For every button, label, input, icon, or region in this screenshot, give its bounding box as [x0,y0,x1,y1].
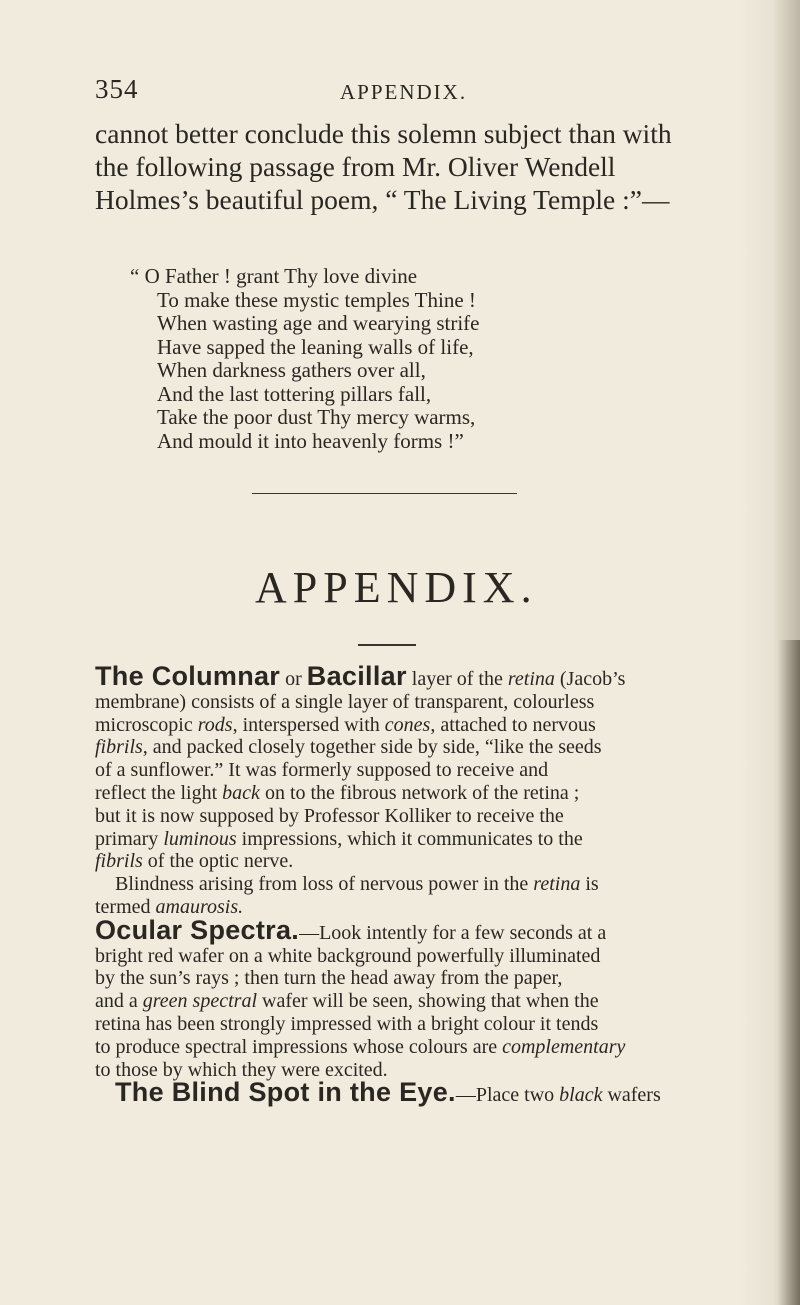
intro-line: Holmes’s beautiful poem, “ The Living Temple :”— [95,184,670,215]
ocular-line [95,914,745,945]
poem-line: And the last tottering pillars fall, [157,381,432,406]
text: —Place two [455,1084,555,1107]
italic-term: green spectral [142,990,257,1013]
page-number: 354 [95,74,139,104]
text: Blindness arising from loss of nervous power in the [115,873,529,896]
text: is [585,873,599,896]
body-line [95,1036,745,1059]
section-divider [252,493,517,494]
text-or: or [285,668,302,690]
italic-term: luminous [163,827,237,850]
intro-line: the following passage from Mr. Oliver Wendell [95,151,616,182]
italic-term: cones [384,713,431,736]
section-title: APPENDIX. [255,563,538,612]
text: , interspersed with [232,713,380,736]
text: wafer will be seen, showing that when the [262,990,599,1013]
text: wafers [607,1084,661,1107]
body-line: membrane) consists of a single layer of transparent, colourless [95,690,595,713]
poem-line: Have sapped the leaning walls of life, [157,334,474,359]
body-line: retina has been strongly impressed with a bright colour it tends [95,1012,599,1035]
intro-line: cannot better conclude this solemn subject than with [95,118,672,149]
text: primary [95,827,159,850]
body-line [95,714,745,737]
columnar-line [95,661,745,691]
body-line: by the sun’s rays ; then turn the head away from the paper, [95,967,563,990]
text: (Jacob’s [559,668,626,690]
text: impressions, which it communicates to the [241,827,583,850]
italic-term: back [222,781,260,804]
subheading-ocular-spectra: Ocular Spectra. [95,914,300,945]
body-line: of a sunflower.” It was formerly supposed to receive and [95,759,549,782]
body-line [95,828,745,851]
text: layer of the [411,668,503,690]
subheading-blind-spot: The Blind Spot in the Eye. [115,1077,456,1108]
poem-line: “ O Father ! grant Thy love divine [130,264,418,288]
subheading-columnar: The Columnar [95,661,281,691]
body-line [95,736,745,759]
poem-line: To make these mystic temples Thine ! [157,287,476,312]
body-line: bright red wafer on a white background powerfully illuminated [95,944,601,967]
intro-paragraph [95,117,735,216]
body-line: but it is now supposed by Professor Kolliker to receive the [95,804,564,827]
body-line [95,782,745,805]
title-underline [358,644,416,646]
poem-line: And mould it into heavenly forms !” [157,428,464,453]
italic-term: retina [533,873,581,896]
italic-term: black [559,1084,603,1107]
text: reflect the light [95,781,218,804]
italic-term: complementary [502,1035,626,1058]
text: , and packed closely together side by side, “like the seeds [142,736,602,759]
body-line [95,850,745,873]
text: of the optic nerve. [147,850,294,873]
italic-term: rods [197,713,233,736]
poem-line: When darkness gathers over all, [157,358,426,382]
text: microscopic [95,713,193,736]
body-line [95,990,745,1013]
text: , attached to nervous [430,713,596,736]
italic-term: fibrils [95,736,143,759]
text: —Look intently for a few seconds at a [299,921,607,944]
poem-quotation [130,265,730,453]
appendix-body [95,661,745,1108]
text: and a [95,990,138,1013]
running-head: APPENDIX. [340,80,468,104]
body-line [95,873,745,896]
text: termed [95,895,151,918]
italic-term: retina [507,668,555,690]
poem-line: When wasting age and wearying strife [157,311,480,335]
text: on to the fibrous network of the retina ; [264,781,580,804]
page-edge-dark [778,640,800,1305]
italic-term: fibrils [95,850,143,873]
subheading-bacillar: Bacillar [306,661,407,691]
blind-spot-line [95,1077,745,1108]
poem-line: Take the poor dust Thy mercy warms, [157,405,476,429]
text: to produce spectral impressions whose colours are [95,1035,498,1058]
body-line: to those by which they were excited. [95,1058,388,1081]
italic-term: amaurosis. [155,895,244,918]
